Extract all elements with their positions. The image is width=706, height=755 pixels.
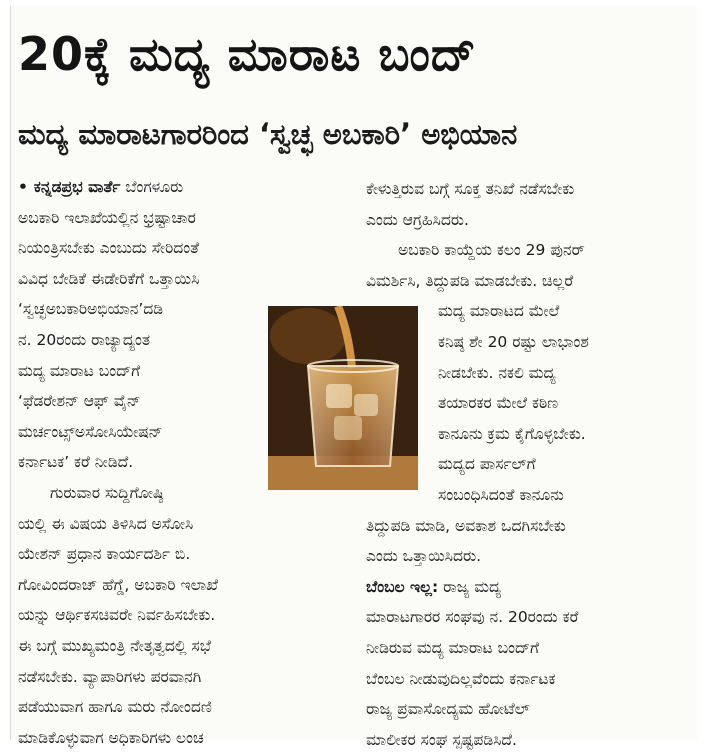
article-subheadline: ಮದ್ಯ ಮಾರಾಟಗಾರರಿಂದ ‘ಸ್ವಚ್ಛ ಅಬಕಾರಿ’ ಅಭಿಯಾನ bbox=[18, 117, 518, 151]
body-line: ತಿದ್ದುಪಡಿ ಮಾಡಿ, ಅವಕಾಶ ಒದಗಿಸಬೇಕು bbox=[366, 516, 566, 535]
body-line: ನ. 20ರಂದು ರಾಜ್ಯಾದ್ಯಂತ bbox=[18, 330, 151, 349]
body-line: ಯೇಶನ್ ಪ್ರಧಾನ ಕಾರ್ಯದರ್ಶಿ ಬಿ. bbox=[18, 545, 191, 564]
body-line: ಮದ್ಯದ ಪಾರ್ಸಲ್‌ಗೆ bbox=[438, 455, 536, 474]
body-line: ಸಂಬಂಧಿಸಿದಂತೆ ಕಾನೂನು bbox=[438, 485, 564, 504]
body-line: ನೀಡಬೇಕು. ನಕಲಿ ಮದ್ಯ bbox=[438, 363, 556, 382]
body-line: ನೀಡಿರುವ ಮದ್ಯ ಮಾರಾಟ ಬಂದ್‌ಗೆ bbox=[366, 638, 540, 657]
body-line: ‘ಫೆಡರೇಶನ್ ಆಫ್ ವೈನ್ bbox=[18, 392, 141, 411]
body-line: ಮಾರಾಟಗಾರರ ಸಂಘವು ನ. 20ರಂದು ಕರೆ bbox=[366, 608, 579, 627]
body-line: ‘ಸ್ವಚ್ಛಅಬಕಾರಿಅಭಿಯಾನ’ದಡಿ bbox=[18, 300, 164, 319]
body-line: ಅಬಕಾರಿ ಕಾಯ್ದೆಯ ಕಲಂ 29 ಪುನರ್ bbox=[398, 241, 585, 260]
body-line: ಮದ್ಯ ಮಾರಾಟದ ಮೇಲೆ bbox=[438, 302, 560, 321]
body-line: ಅಬಕಾರಿ ಇಲಾಖೆಯಲ್ಲಿನ ಭ್ರಷ್ಟಾಚಾರ bbox=[18, 208, 196, 227]
body-line: ನಿಯಂತ್ರಿಸಬೇಕು ಎಂಬುದು ಸೇರಿದಂತೆ bbox=[18, 239, 200, 258]
body-line: ಕನಿಷ್ಠ ಶೇ 20 ರಷ್ಟು ಲಾಭಾಂಶ bbox=[438, 332, 589, 351]
body-line: ಮದ್ಯ ಮಾರಾಟ ಬಂದ್‌ಗೆ bbox=[18, 361, 141, 380]
support-subhead: ಬೆಂಬಲ ಇಲ್ಲ: bbox=[366, 577, 439, 596]
body-line: ಗುರುವಾರ ಸುದ್ದಿಗೋಷ್ಠಿ bbox=[50, 483, 164, 502]
body-line: ಕಾನೂನು ಕ್ರಮ ಕೈಗೊಳ್ಳಬೇಕು. bbox=[438, 424, 586, 443]
body-line: ಮಾಡಿಕೊಳ್ಳುವಾಗ ಅಧಿಕಾರಿಗಳು ಲಂಚ bbox=[18, 728, 204, 747]
body-line: ವಿವಿಧ ಬೇಡಿಕೆ ಈಡೇರಿಕೆಗೆ ಒತ್ತಾಯಿಸಿ bbox=[18, 269, 200, 288]
byline bbox=[18, 172, 348, 203]
body-line: ವಿಮರ್ಶಿಸಿ, ತಿದ್ದುಪಡಿ ಮಾಡಬೇಕು. ಚಿಲ್ಲರೆ bbox=[366, 271, 574, 290]
body-line: ಕೇಳುತ್ತಿರುವ ಬಗ್ಗೆ ಸೂಕ್ತ ತನಿಖೆ ನಡೆಸಬೇಕು bbox=[366, 180, 575, 198]
body-line: ಎಂದು ಒತ್ತಾಯಿಸಿದರು. bbox=[366, 547, 482, 566]
support-line bbox=[366, 572, 674, 603]
byline-place: ಬೆಂಗಳೂರು bbox=[125, 178, 184, 196]
bullet-icon: • bbox=[18, 178, 28, 196]
body-line: ರಾಜ್ಯ ಪ್ರವಾಸೋದ್ಯಮ ಹೋಟೆಲ್ bbox=[366, 700, 530, 719]
support-line-text: ರಾಜ್ಯ ಮದ್ಯ bbox=[443, 577, 502, 596]
body-line: ನಡೆಸಬೇಕು. ವ್ಯಾಪಾರಿಗಳು ಪರವಾನಗಿ bbox=[18, 667, 202, 686]
byline-source: ಕನ್ನಡಪ್ರಭ ವಾರ್ತೆ bbox=[33, 178, 121, 196]
liquor-glass-photo bbox=[268, 306, 418, 490]
article-headline: 20ಕ್ಕೆ ಮದ್ಯ ಮಾರಾಟ ಬಂದ್ bbox=[18, 27, 477, 81]
body-line: ಯಲ್ಲಿ ಈ ವಿಷಯ ತಿಳಿಸಿದ ಅಸೋಸಿ bbox=[18, 514, 194, 533]
body-line: ಮಾಲೀಕರ ಸಂಘ ಸ್ಪಷ್ಟಪಡಿಸಿದೆ. bbox=[366, 730, 517, 749]
body-line: ಬೆಂಬಲ ನೀಡುವುದಿಲ್ಲವೆಂದು ಕರ್ನಾಟಕ bbox=[366, 669, 556, 688]
body-line: ಗೋವಿಂದರಾಜ್ ಹೆಗ್ಡೆ, ಅಬಕಾರಿ ಇಲಾಖೆ bbox=[18, 575, 219, 594]
body-line: ಯನ್ನು ಆರ್ಥಿಕಸಚಿವರೇ ನಿರ್ವಹಿಸಬೇಕು. bbox=[18, 606, 216, 625]
body-line: ಎಂದು ಆಗ್ರಹಿಸಿದರು. bbox=[366, 210, 469, 229]
body-line: ಕರ್ನಾಟಕ’ ಕರೆ ನೀಡಿದೆ. bbox=[18, 453, 134, 472]
body-line: ಪಡೆಯುವಾಗ ಹಾಗೂ ಮರು ನೋಂದಣಿ bbox=[18, 698, 212, 717]
body-line: ಮರ್ಚಂಟ್ಸ್‌ಅಸೋಸಿಯೇಷನ್ bbox=[18, 422, 163, 441]
body-line: ತಯಾರಕರ ಮೇಲೆ ಕಠಿಣ bbox=[438, 394, 559, 413]
body-line: ಈ ಬಗ್ಗೆ ಮುಖ್ಯಮಂತ್ರಿ ನೇತೃತ್ವದಲ್ಲಿ ಸಭೆ bbox=[18, 636, 211, 655]
